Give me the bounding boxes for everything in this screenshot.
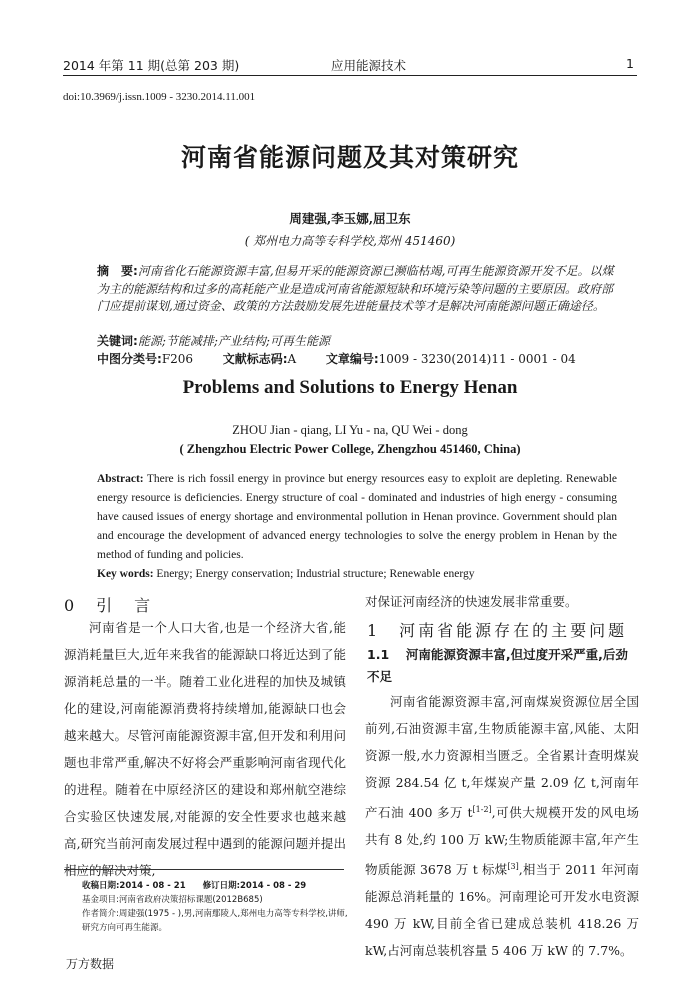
affiliation-en: ( Zhengzhou Electric Power College, Zhengzhou 451460, China) [179, 442, 521, 456]
subsection-number: 1.1 [367, 647, 390, 662]
abstract-en-text: There is rich fossil energy in province but energy resources easy to exploit are depleting. Renewable energy resource is deficiencies. Energy structure of coal - dominated and industries of high energy - consuming have caused issues of energy shortage and environmental pollution in Henan province. Government should plan and encourage the development of advanced energy technologies to solve the energy problem in Henan by the method of funding and policies. [97, 473, 617, 561]
abstract-cn-text: 河南省化石能源资源丰富,但易开采的能源资源已濒临枯竭,可再生能源资源开发不足。以煤为主的能源结构和过多的高耗能产业是造成河南省能源短缺和环境污染等问题的主要原因。政府部门应提前谋划,通过资金、政策的方法鼓励发展先进能量技术等才是解决河南能源问题正确途径。 [97, 264, 614, 313]
citation-3: [3] [507, 862, 519, 872]
abstract-cn [97, 263, 617, 316]
subsection-1-1-body [365, 688, 639, 964]
section-0-heading: 0 引 言 [64, 596, 154, 615]
section-1-heading: 1 河南省能源存在的主要问题 [367, 621, 628, 640]
subsection-title: 河南能源资源丰富,但过度开采严重,后劲不足 [367, 647, 628, 684]
resources-text-c: ,相当于 2011 年河南能源总消耗量的 16%。河南理论可开发水电资源 490 万 kW,目前全省已建成总装机 418.26 万 kW,占河南总装机容量 5 406 万 kW 的 7.7%。 [365, 862, 640, 959]
affiliation-cn: ( 郑州电力高等专科学校,郑州 451460) [244, 234, 456, 248]
article-number-label: 文章编号: [325, 352, 379, 366]
resources-text-b: ,可供大规模开发的风电场共有 8 处,约 100 万 kW;生物质能源丰富,年产生物质能源 3678 万 t 标煤 [365, 805, 639, 878]
authors-en: ZHOU Jian - qiang, LI Yu - na, QU Wei - dong [232, 423, 468, 437]
article-number-value: 1009 - 3230(2014)11 - 0001 - 04 [378, 352, 576, 366]
abstract-cn-label: 摘 要: [97, 264, 138, 278]
clc-label: 中图分类号: [97, 352, 162, 366]
journal-name: 应用能源技术 [331, 58, 407, 73]
keywords-en-label: Key words: [97, 568, 154, 580]
keywords-cn [97, 333, 617, 351]
resources-text-a: 河南省能源资源丰富,河南煤炭资源位居全国前列,石油资源丰富,生物质能源丰富,风能、太阳资源一般,水力资源相当匮乏。全省累计查明煤炭资源 284.54 亿 t,年煤炭产量 2.09 亿 t,河南年产石油 400 多万 t [365, 694, 639, 821]
paper-title-en: Problems and Solutions to Energy Henan [182, 377, 518, 398]
paper-title-cn: 河南省能源问题及其对策研究 [180, 143, 519, 172]
subsection-1-1-heading [367, 644, 639, 688]
abstract-en-label: Abstract: [97, 473, 144, 485]
left-column [64, 614, 346, 884]
footnote-received: 收稿日期:2014 - 08 - 21 修订日期:2014 - 08 - 29 [82, 881, 307, 891]
doc-code-value: A [287, 352, 297, 366]
resources-paragraph [365, 688, 639, 964]
doi: doi:10.3969/j.issn.1009 - 3230.2014.11.001 [63, 91, 256, 103]
footnote-author: 作者简介:周建强(1975 - ),男,河南鄢陵人,郑州电力高等专科学校,讲师,研究方向可再生能源。 [82, 909, 348, 933]
keywords-cn-text: 能源;节能减排;产业结构;可再生能源 [137, 334, 330, 348]
footnote [82, 879, 352, 935]
intro-paragraph-cont: 对保证河南经济的快速发展非常重要。 [365, 594, 578, 609]
intro-paragraph: 河南省是一个人口大省,也是一个经济大省,能源消耗量巨大,近年来我省的能源缺口将近达到了能源消耗总量的一半。随着工业化进程的加快及城镇化的建设,河南能源消费将持续增加,能源缺口也会越来越大。尽管河南能源资源丰富,但开发和利用问题也非常严重,解决不好将会严重影响河南省现代化的进程。随着在中原经济区的建设和郑州航空港综合实验区快速发展,对能源的安全性要求也越来越高,研究当前河南发展过程中遇到的能源问题并提出相应的解决对策, [64, 620, 346, 878]
keywords-en-text: Energy; Energy conservation; Industrial structure; Renewable energy [156, 568, 475, 580]
footnote-fund: 基金项目:河南省政府决策招标课题(2012B685) [82, 895, 263, 905]
keywords-cn-label: 关键词: [97, 334, 138, 348]
abstract-en [97, 470, 617, 565]
page-number: 1 [626, 56, 634, 71]
doc-code-label: 文献标志码: [222, 352, 288, 366]
authors-cn: 周建强,李玉娜,屈卫东 [289, 211, 411, 226]
header-rule [63, 75, 637, 76]
classification-line [97, 351, 617, 369]
keywords-en [97, 565, 617, 584]
clc-value: F206 [161, 352, 194, 366]
watermark: 万方数据 [66, 957, 115, 971]
right-column [365, 588, 639, 615]
footnote-rule [64, 869, 344, 870]
citation-1-2: [1-2] [472, 805, 492, 814]
issue-info: 2014 年第 11 期(总第 203 期) [63, 58, 240, 73]
